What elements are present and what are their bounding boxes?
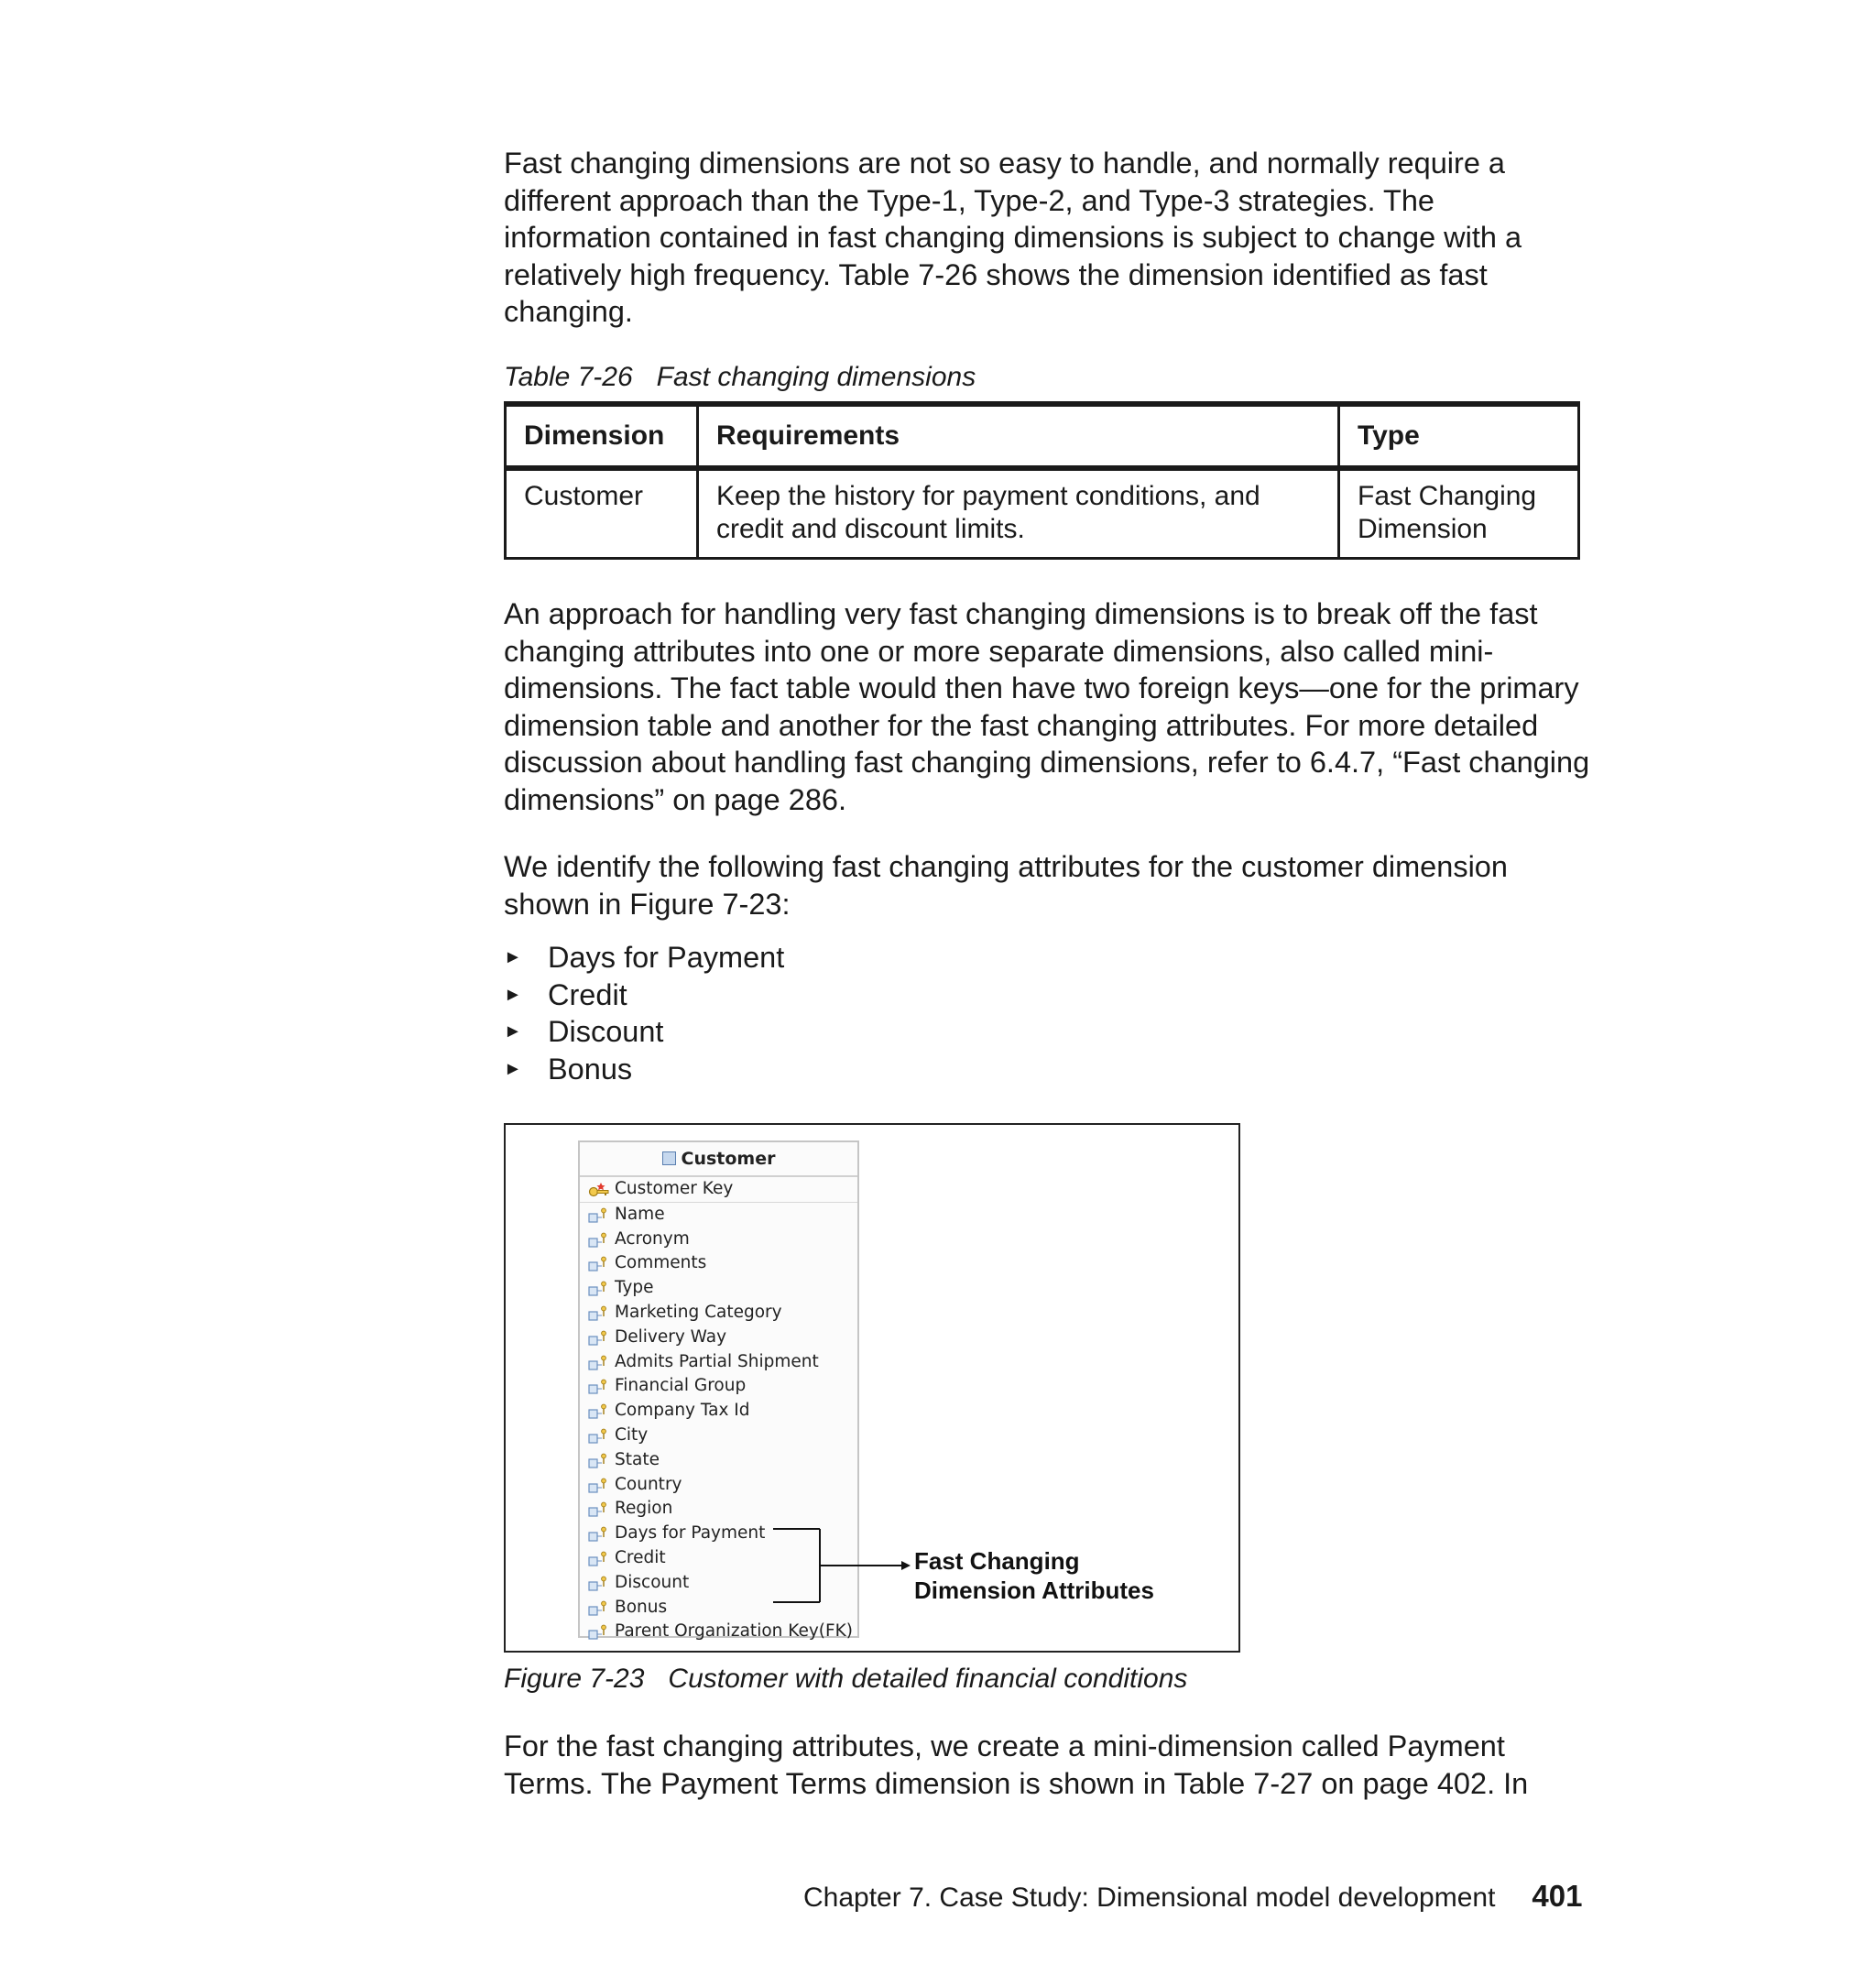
page-number: 401 — [1532, 1879, 1583, 1913]
entity-attribute-row: City — [580, 1424, 857, 1448]
table-caption-number: Table 7-26 — [504, 362, 633, 392]
entity-attribute-row: Comments — [580, 1251, 857, 1276]
entity-attribute-row: Marketing Category — [580, 1301, 857, 1326]
table-header-type: Type — [1339, 404, 1579, 468]
table-cell-requirements: Keep the history for payment conditions, and credit and discount limits. — [698, 468, 1339, 559]
entity-attribute-row: Delivery Way — [580, 1326, 857, 1350]
figure-caption-title: Customer with detailed financial conditions — [668, 1664, 1188, 1694]
bullet-arrow-icon: ► — [504, 947, 522, 967]
entity-attribute-row: Financial Group — [580, 1374, 857, 1399]
figure-customer-entity — [504, 1123, 1240, 1653]
table-cell-type: Fast Changing Dimension — [1339, 468, 1579, 559]
column-icon — [588, 1551, 612, 1567]
entity-attribute-list — [580, 1203, 857, 1644]
entity-attribute-row: Admits Partial Shipment — [580, 1350, 857, 1375]
column-icon — [588, 1576, 612, 1592]
entity-attribute-row: Country — [580, 1473, 857, 1498]
column-icon — [588, 1379, 612, 1395]
customer-entity-box — [578, 1140, 859, 1642]
entity-table-icon — [662, 1151, 676, 1165]
entity-attribute-row: Company Tax Id — [580, 1399, 857, 1424]
entity-attribute-row: Acronym — [580, 1228, 857, 1252]
column-icon — [588, 1453, 612, 1469]
primary-key-icon — [588, 1182, 612, 1198]
column-icon — [588, 1305, 612, 1322]
column-icon — [588, 1428, 612, 1445]
entity-attribute-row: Name — [580, 1203, 857, 1228]
column-icon — [588, 1256, 612, 1272]
closing-paragraph: For the fast changing attributes, we create a mini-dimension called Payment Terms. The Payment Terms dimension is shown in Table 7-27 on page 402. In — [504, 1730, 1529, 1800]
figure-caption — [504, 1663, 1187, 1696]
identify-paragraph: We identify the following fast changing attributes for the customer dimension shown in Figure 7-23: — [504, 850, 1508, 921]
table-row — [506, 468, 1579, 559]
entity-attribute-row: Days for Payment — [580, 1522, 857, 1546]
arrow-right-icon — [901, 1561, 911, 1570]
column-icon — [588, 1281, 612, 1297]
entity-attribute-row: Bonus — [580, 1596, 857, 1620]
table-caption — [504, 361, 976, 394]
table-header-row — [506, 404, 1579, 468]
primary-key-row: Customer Key — [580, 1177, 857, 1203]
column-icon — [588, 1403, 612, 1420]
annotation-label: Fast Changing Dimension Attributes — [914, 1547, 1154, 1604]
footer-chapter-title: Chapter 7. Case Study: Dimensional model development — [803, 1882, 1496, 1913]
bullet-arrow-icon: ► — [504, 1021, 522, 1042]
bullet-arrow-icon: ► — [504, 1058, 522, 1079]
list-item: ► Days for Payment — [504, 939, 784, 977]
list-item: ► Bonus — [504, 1051, 784, 1088]
entity-attribute-row: Type — [580, 1276, 857, 1301]
column-icon — [588, 1232, 612, 1249]
column-icon — [588, 1478, 612, 1494]
fast-changing-dimensions-table — [504, 401, 1580, 560]
column-icon — [588, 1207, 612, 1224]
bullet-arrow-icon: ► — [504, 984, 522, 1005]
column-icon — [588, 1501, 612, 1518]
column-icon — [588, 1355, 612, 1371]
table-header-dimension: Dimension — [506, 404, 698, 468]
figure-caption-number: Figure 7-23 — [504, 1664, 645, 1694]
entity-attribute-row: Parent Organization Key(FK) — [580, 1620, 857, 1644]
column-icon — [588, 1526, 612, 1543]
list-item: ► Discount — [504, 1013, 784, 1051]
column-icon — [588, 1600, 612, 1617]
approach-paragraph: An approach for handling very fast changing dimensions is to break off the fast changing attributes into one or more separate dimensions, also called mini-dimensions. The fact table would then have two foreign keys—one for the primary dimension table and another for the fast changing attributes. For more detailed discussion about handling fast changing dimensions, refer to 6.4.7, “Fast changing dimensions” on page 286. — [504, 597, 1590, 816]
entity-title: Customer — [681, 1149, 776, 1169]
column-icon — [588, 1330, 612, 1347]
page-footer — [803, 1880, 1582, 1915]
intro-paragraph: Fast changing dimensions are not so easy to handle, and normally require a different approach than the Type-1, Type-2, and Type-3 strategies. The information contained in fast changing dimensions is subject to change with a relatively high frequency. Table 7-26 shows the dimension identified as fast changing. — [504, 147, 1522, 328]
attribute-bullet-list — [504, 939, 784, 1087]
entity-attribute-row: Region — [580, 1497, 857, 1522]
list-item: ► Credit — [504, 977, 784, 1014]
entity-attribute-row: State — [580, 1448, 857, 1473]
table-caption-title: Fast changing dimensions — [656, 362, 976, 392]
table-cell-dimension: Customer — [506, 468, 698, 559]
entity-header — [580, 1142, 857, 1177]
table-header-requirements: Requirements — [698, 404, 1339, 468]
entity-attribute-row: Discount — [580, 1571, 857, 1596]
entity-attribute-row: Credit — [580, 1546, 857, 1571]
column-icon — [588, 1624, 612, 1641]
